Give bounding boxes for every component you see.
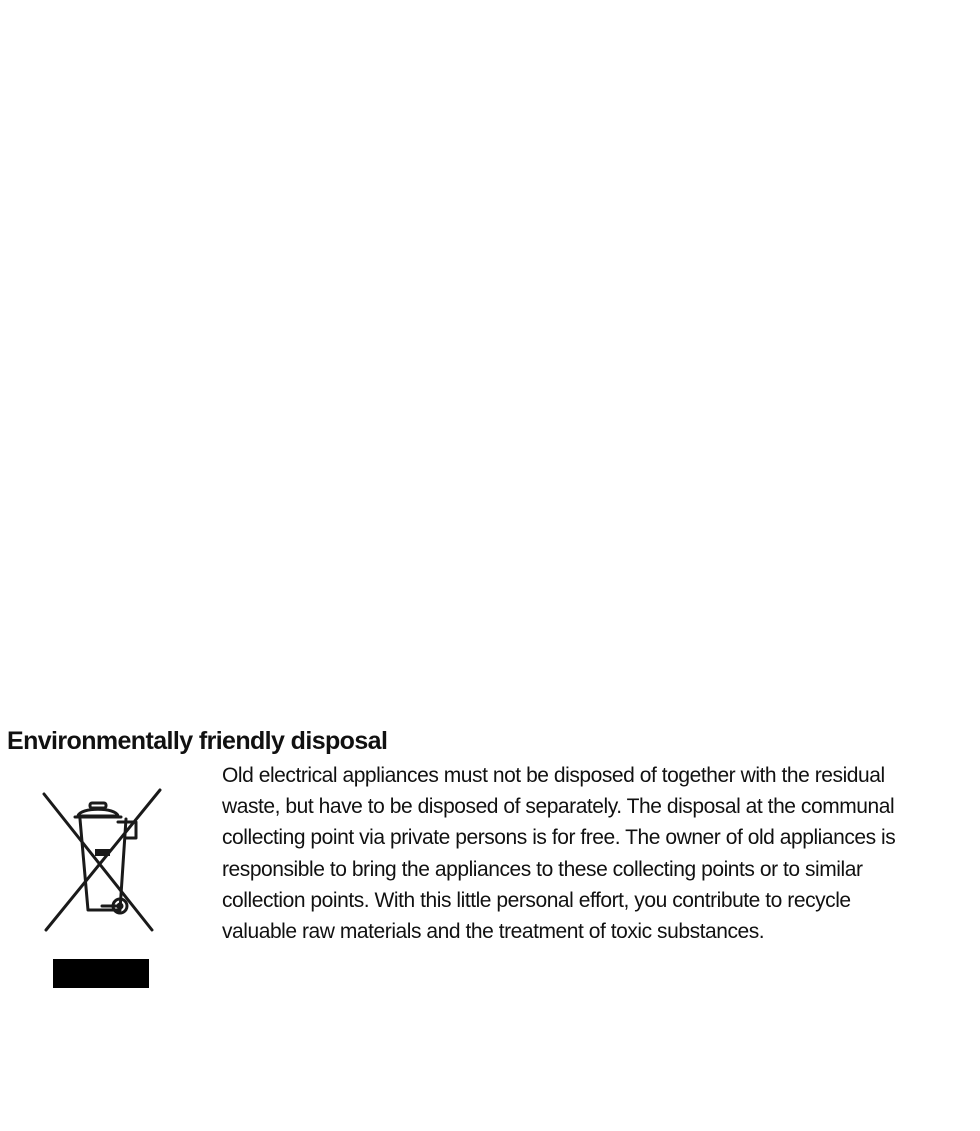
- section-heading: Environmentally friendly disposal: [7, 727, 388, 755]
- paragraph-line: responsible to bring the appliances to these collecting points or to similar: [222, 857, 863, 881]
- paragraph-line: collection points. With this little personal effort, you contribute to recycle: [222, 888, 851, 912]
- disposal-paragraph: [222, 760, 977, 947]
- paragraph-line: waste, but have to be disposed of separately. The disposal at the communal: [222, 795, 895, 819]
- paragraph-line: valuable raw materials and the treatment of toxic substances.: [222, 920, 765, 944]
- paragraph-line: Old electrical appliances must not be disposed of together with the residual: [222, 764, 885, 787]
- crossed-out-wheeled-bin-icon: [40, 786, 164, 936]
- paragraph-line: collecting point via private persons is for free. The owner of old appliances is: [222, 826, 896, 850]
- black-bar: [53, 959, 149, 988]
